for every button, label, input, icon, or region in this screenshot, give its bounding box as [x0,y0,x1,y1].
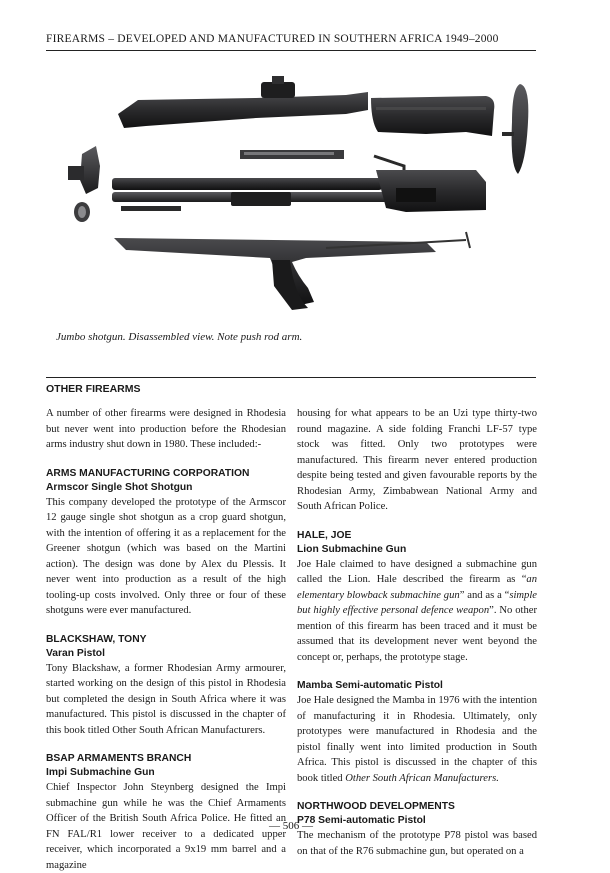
shotgun-disassembled-photo [46,62,536,324]
bsap-paragraph: Chief Inspector John Steynberg designed the Impi submachine gun while he was the Chief Armaments Officer of the British South Africa Police. He fitted an FN FAL/R1 lower receiver to a dedicated upper receiver, which incorporated a 9x19 mm barrel and a magazine [46,782,286,871]
hale-paragraph [297,557,537,666]
mamba-book-ref: Other South African Manufacturers. [345,772,499,784]
blackshaw-subheading: Varan Pistol [46,647,105,659]
muzzle-device-part [68,146,100,194]
armscor-paragraph: This company developed the prototype of the Armscor 12 gauge single shot shotgun as a crop guard shotgun, with the intention of offering it as a replacement for the Greener shotgun (which was based on the Martini action). The design was done by Alex du Plessis. It never went into production as a result of the high tooling-up costs involved. Only three or four of these shotguns were ever manufactured. [46,496,286,616]
buttplate-part [502,84,528,174]
page-number: — 506 — [269,820,313,832]
mamba-subheading: Mamba Semi-automatic Pistol [297,680,443,691]
bsap-heading: BSAP ARMAMENTS BRANCH [46,753,192,764]
hale-heading: HALE, JOE [297,529,352,541]
mamba-text: Joe Hale designed the Mamba in 1976 with the intention of manufacturing it in Rhodesia. Ultimately, only prototypes were manufactured in Rhodesia and the pistol finally went into limited production in South Africa. This pistol is discussed in the chapter of this book titled [297,695,537,784]
hale-text-1: Joe Hale claimed to have designed a submachine gun called the Lion. Hale described the firearm as “ [297,558,537,585]
intro-paragraph: A number of other firearms were designed in Rhodesia but never went into production before the Rhodesian arms industry shut down in 1980. These included:- [46,408,286,450]
left-column [46,406,286,873]
rail-part [240,150,344,159]
barrel-assembly-part [112,170,486,212]
stock-part [371,96,494,136]
armscor-subheading: Armscor Single Shot Shotgun [46,481,193,493]
section-heading: OTHER FIREARMS [46,383,141,395]
upper-receiver-part [118,76,368,128]
right-column [297,406,537,859]
section-rule [46,377,536,378]
northwood-paragraph: The mechanism of the prototype P78 pistol was based on that of the R76 submachine gun, but operated on a [297,830,537,857]
continuation-paragraph: housing for what appears to be an Uzi type thirty-two round magazine. A side folding Franchi LF-57 type stock was fitted. Only two prototypes were manufactured. This firearm never entered production despite being tested and given favourable reports by the Rhodesian Army, Zimbabwean National Army and South African Police. [297,408,537,512]
lower-receiver-part [114,232,470,310]
barrel-ring-part [74,202,90,222]
blackshaw-heading: BLACKSHAW, TONY [46,633,147,645]
hale-subheading: Lion Submachine Gun [297,543,407,555]
running-header: FIREARMS – DEVELOPED AND MANUFACTURED IN SOUTHERN AFRICA 1949–2000 [46,33,499,45]
mamba-paragraph [297,693,537,786]
hale-quote-1: an elementary blowback submachine gun [297,574,537,601]
blackshaw-paragraph: Tony Blackshaw, a former Rhodesian Army armourer, started working on the design of this pistol in Rhodesia but completed the design in South Africa where it was manufactured. This pistol is discussed in the chapter of this book titled Other South African Manufacturers. [46,662,286,736]
armscor-heading: ARMS MANUFACTURING CORPORATION [46,467,250,479]
bsap-subheading: Impi Submachine Gun [46,767,155,778]
hale-quote-2: simple but highly effective personal defence weapon [297,589,537,616]
figure-caption: Jumbo shotgun. Disassembled view. Note push rod arm. [56,331,303,343]
header-rule [46,50,536,51]
northwood-subheading: P78 Semi-automatic Pistol [297,815,426,826]
hale-text-3: ”. No other mention of this firearm has been traced and it must be assumed that its development never went beyond the concept or, perhaps, the prototype stage. [297,605,537,663]
northwood-heading: NORTHWOOD DEVELOPMENTS [297,801,455,812]
hale-text-2: ” and as a “ [459,589,510,601]
